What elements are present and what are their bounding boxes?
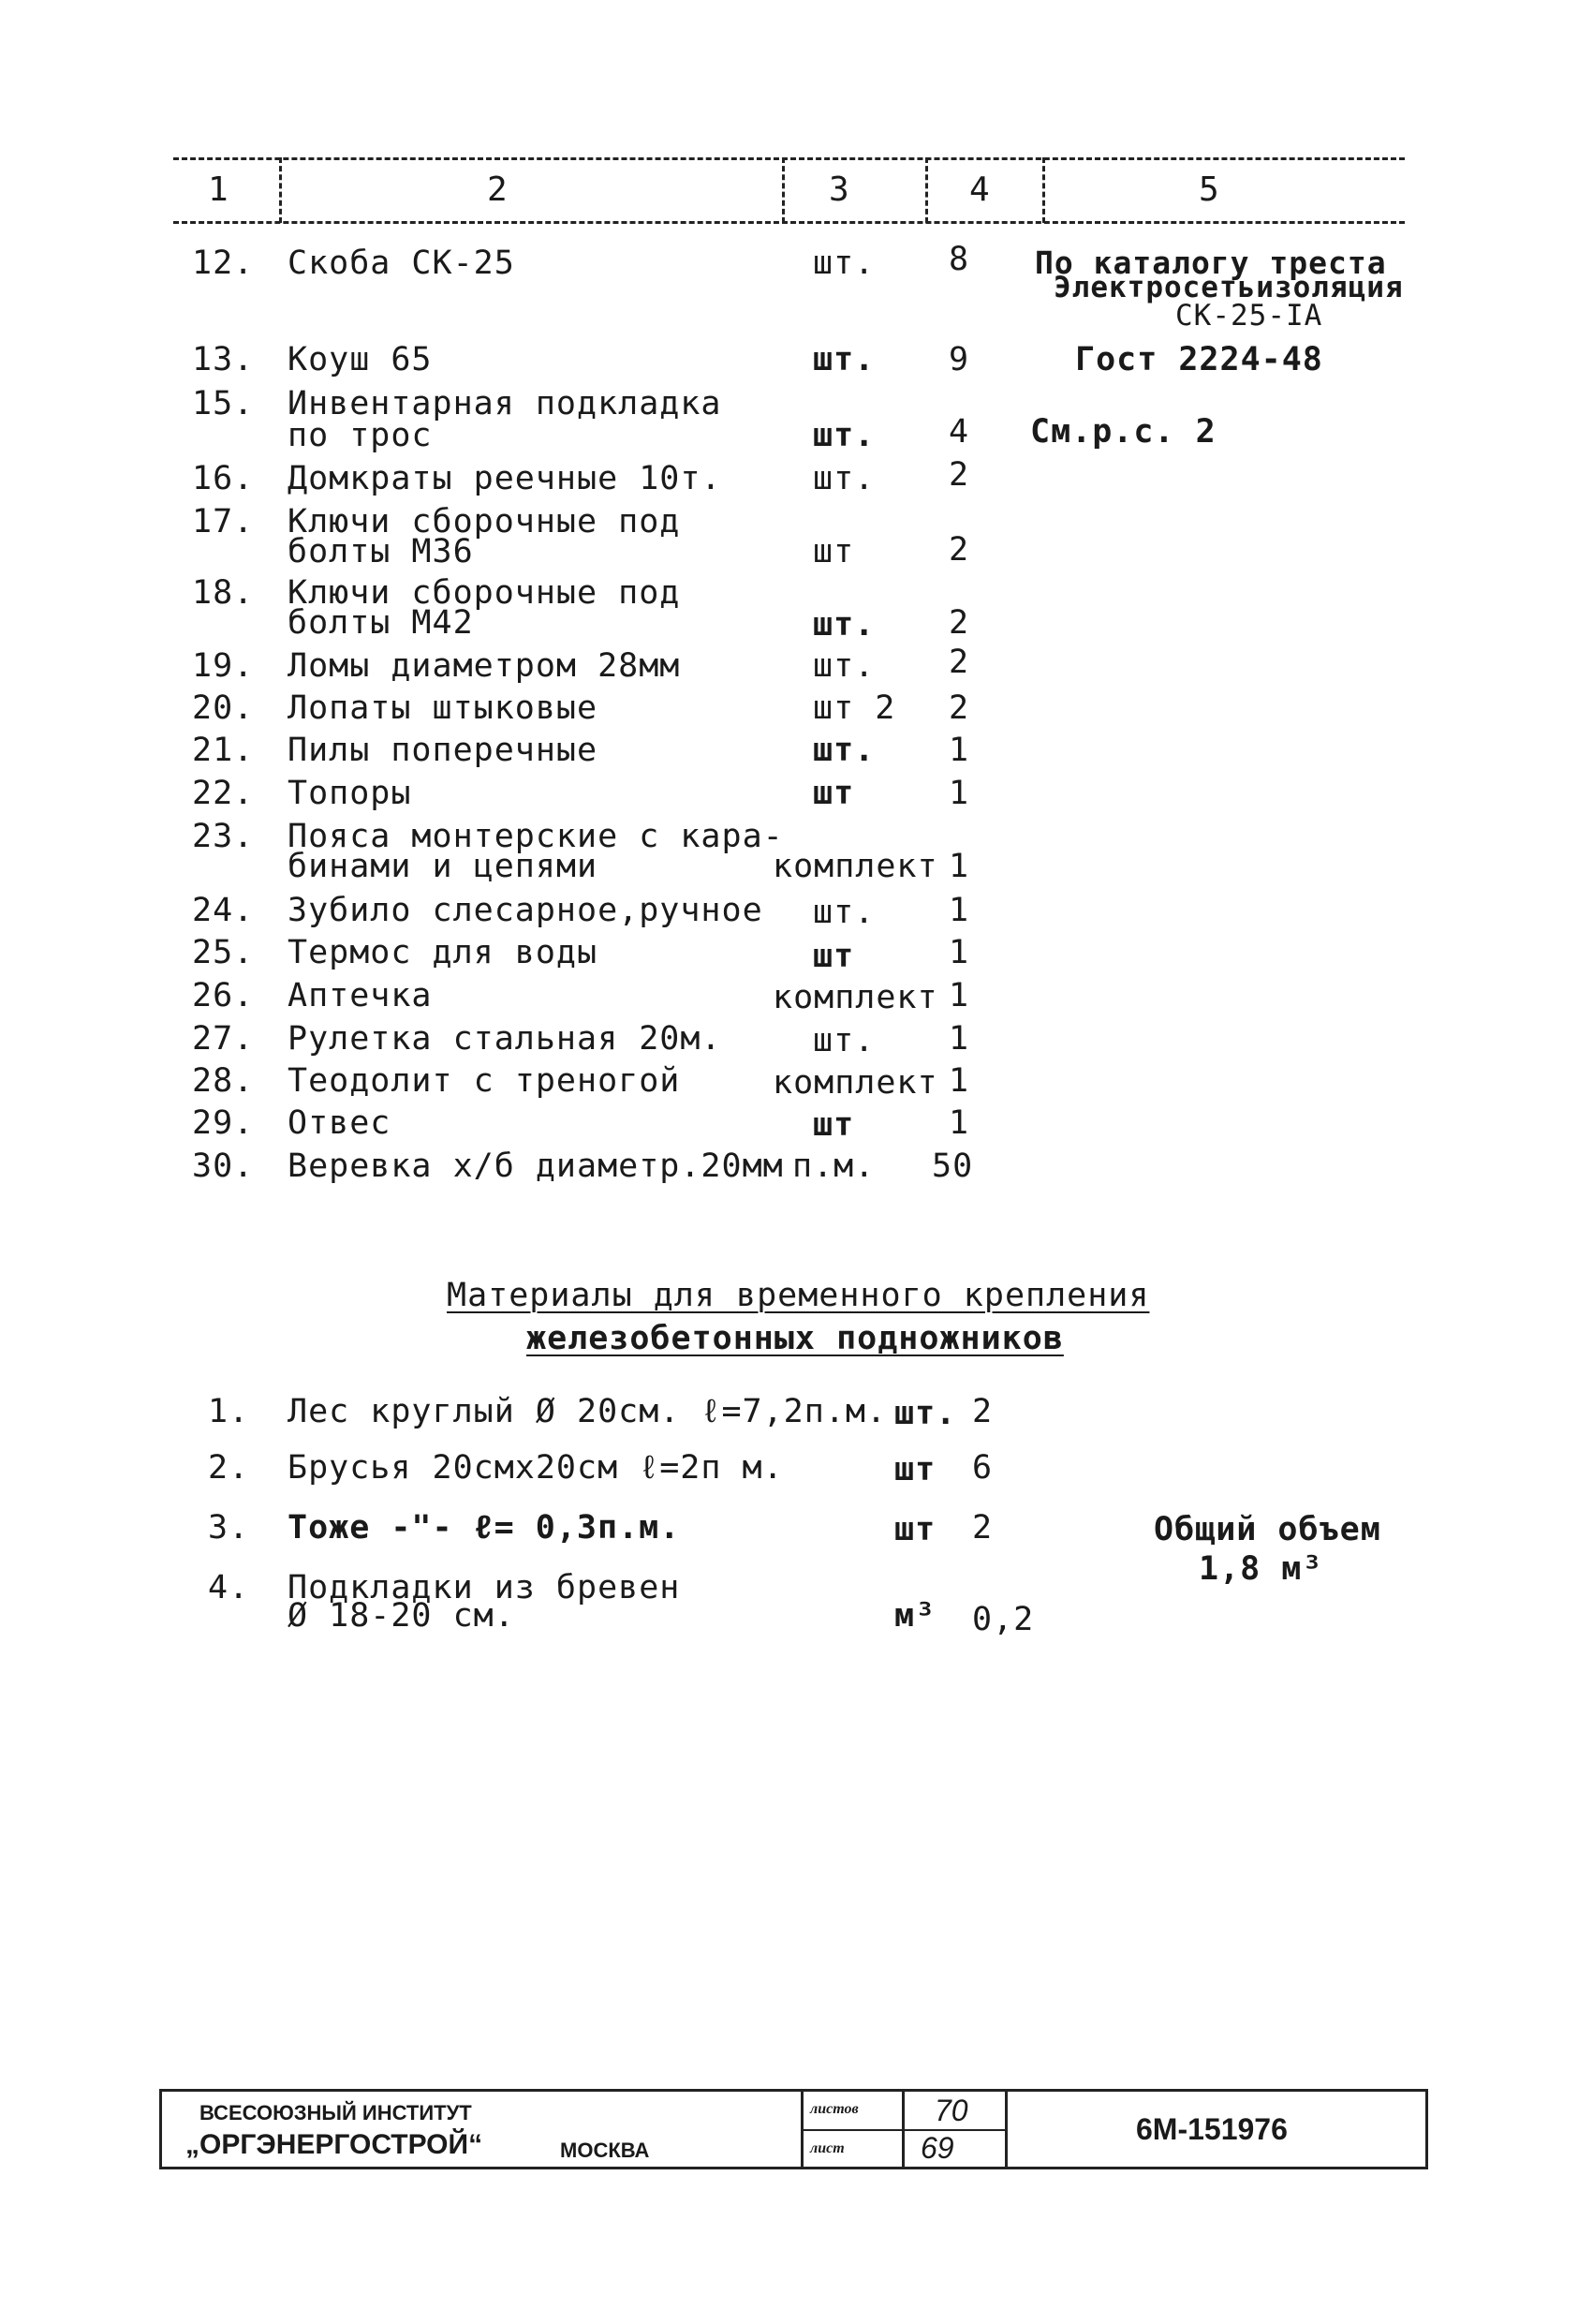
section-title: Материалы для временного крепления xyxy=(447,1277,1150,1314)
material-qty: 0,2 xyxy=(972,1601,1035,1638)
total-volume-label: Общий объем xyxy=(1154,1511,1381,1548)
row-qty: 8 xyxy=(949,241,970,278)
stamp-sheet-label: лист xyxy=(810,2140,845,2156)
row-qty: 1 xyxy=(949,1104,970,1142)
row-unit: шт. xyxy=(813,894,876,931)
row-number: 26. xyxy=(192,977,255,1014)
row-unit: шт. xyxy=(813,1022,876,1059)
material-number: 3. xyxy=(208,1509,250,1547)
row-unit: шт. xyxy=(813,244,876,282)
stamp-org-line1: ВСЕСОЮЗНЫЙ ИНСТИТУТ xyxy=(199,2101,472,2124)
row-number: 24. xyxy=(192,892,255,929)
material-name: Подкладки из бревен xyxy=(288,1569,681,1606)
row-qty: 2 xyxy=(949,531,970,569)
row-unit: п.м. xyxy=(792,1147,876,1185)
row-unit: шт xyxy=(813,1106,855,1144)
row-qty: 1 xyxy=(949,848,970,885)
stamp-sheets-label: листов xyxy=(810,2101,859,2117)
row-name: Термос для воды xyxy=(288,934,598,971)
stamp-org-line2: „ОРГЭНЕРГОСТРОЙ“ xyxy=(185,2129,483,2160)
row-name: Ключи сборочные под xyxy=(288,574,681,612)
row-name: Пилы поперечные xyxy=(288,732,598,769)
row-qty: 1 xyxy=(949,977,970,1014)
row-name: Скоба СК-25 xyxy=(288,244,515,282)
row-number: 15. xyxy=(192,385,255,422)
title-block xyxy=(159,2089,1428,2169)
row-unit: шт. xyxy=(813,606,876,644)
row-unit: шт. xyxy=(813,460,876,497)
row-number: 25. xyxy=(192,934,255,971)
material-unit: шт xyxy=(894,1511,937,1548)
row-name: Теодолит с треногой xyxy=(288,1062,681,1100)
header-top-rule xyxy=(173,157,1405,160)
material-name: Лес круглый Ø 20см. ℓ=7,2п.м. xyxy=(288,1393,888,1430)
section-subtitle: железобетонных подножников xyxy=(526,1320,1064,1357)
row-name: Домкраты реечные 10т. xyxy=(288,460,722,497)
row-name-cont: болты М36 xyxy=(288,533,474,570)
row-number: 21. xyxy=(192,732,255,769)
row-qty: 50 xyxy=(932,1147,974,1185)
material-name: Брусья 20смх20см ℓ=2п м. xyxy=(288,1449,784,1487)
row-qty: 9 xyxy=(949,341,970,378)
material-name: Тоже -"- ℓ= 0,3п.м. xyxy=(288,1509,681,1547)
row-name: Коуш 65 xyxy=(288,341,433,378)
stamp-sheet-value: 69 xyxy=(921,2131,954,2165)
total-volume-value: 1,8 м³ xyxy=(1199,1550,1323,1588)
row-unit: комплект xyxy=(773,979,938,1016)
header-divider xyxy=(782,157,785,223)
row-number: 28. xyxy=(192,1062,255,1100)
header-bottom-rule xyxy=(173,221,1405,224)
row-unit: шт 2 xyxy=(813,689,896,727)
row-qty: 1 xyxy=(949,1020,970,1058)
row-name: Инвентарная подкладка xyxy=(288,385,722,422)
row-unit: шт. xyxy=(813,417,876,454)
row-qty: 1 xyxy=(949,892,970,929)
material-number: 1. xyxy=(208,1393,250,1430)
row-qty: 4 xyxy=(949,413,970,451)
material-unit: шт. xyxy=(894,1395,957,1432)
row-number: 22. xyxy=(192,775,255,812)
column-header-4: 4 xyxy=(969,170,990,209)
row-qty: 1 xyxy=(949,1062,970,1100)
column-header-3: 3 xyxy=(829,170,849,209)
stamp-divider xyxy=(1005,2092,1008,2167)
row-qty: 2 xyxy=(949,604,970,642)
row-name: Лопаты штыковые xyxy=(288,689,598,727)
header-divider xyxy=(279,157,282,223)
material-number: 4. xyxy=(208,1569,250,1606)
row-qty: 2 xyxy=(949,456,970,494)
material-qty: 6 xyxy=(972,1449,994,1487)
material-name-cont: Ø 18-20 см. xyxy=(288,1597,515,1635)
stamp-document-code: 6М-151976 xyxy=(1136,2112,1288,2146)
row-name: Рулетка стальная 20м. xyxy=(288,1020,722,1058)
row-qty: 2 xyxy=(949,689,970,727)
row-qty: 1 xyxy=(949,775,970,812)
row-number: 17. xyxy=(192,503,255,540)
row-name-cont: по трос xyxy=(288,417,433,454)
row-unit: шт xyxy=(813,938,855,975)
material-qty: 2 xyxy=(972,1393,994,1430)
row-number: 12. xyxy=(192,244,255,282)
row-name: Ломы диаметром 28мм xyxy=(288,647,681,685)
row-unit: комплект xyxy=(773,1064,938,1102)
header-divider xyxy=(925,157,928,223)
row-unit: шт. xyxy=(813,732,876,769)
material-unit: м³ xyxy=(894,1597,937,1635)
row-note: СК-25-IА xyxy=(1175,299,1323,333)
header-divider xyxy=(1042,157,1045,223)
row-unit: шт xyxy=(813,775,855,812)
column-header-1: 1 xyxy=(208,170,229,209)
row-unit: шт. xyxy=(813,341,876,378)
row-name-cont: болты М42 xyxy=(288,604,474,642)
material-qty: 2 xyxy=(972,1509,994,1547)
row-name: Пояса монтерские с кара- xyxy=(288,818,784,855)
row-number: 13. xyxy=(192,341,255,378)
row-name: Аптечка xyxy=(288,977,433,1014)
row-note: По каталогу треста xyxy=(1035,244,1387,281)
stamp-row-divider xyxy=(801,2129,1005,2131)
column-header-5: 5 xyxy=(1199,170,1219,209)
row-number: 30. xyxy=(192,1147,255,1185)
row-unit: шт xyxy=(813,533,855,570)
row-note: Гост 2224-48 xyxy=(1075,341,1323,378)
row-name: Зубило слесарное,ручное xyxy=(288,892,763,929)
stamp-city: МОСКВА xyxy=(560,2139,650,2162)
row-note: Электросетьизоляция xyxy=(1054,271,1404,304)
row-name: Отвес xyxy=(288,1104,391,1142)
row-number: 18. xyxy=(192,574,255,612)
row-unit: шт. xyxy=(813,647,876,685)
row-number: 20. xyxy=(192,689,255,727)
row-number: 27. xyxy=(192,1020,255,1058)
material-number: 2. xyxy=(208,1449,250,1487)
material-unit: шт xyxy=(894,1451,937,1488)
row-name: Топоры xyxy=(288,775,412,812)
row-unit: комплект xyxy=(773,848,938,885)
row-name: Веревка х/б диаметр.20мм xyxy=(288,1147,784,1185)
row-qty: 1 xyxy=(949,732,970,769)
row-qty: 1 xyxy=(949,934,970,971)
row-name: Ключи сборочные под xyxy=(288,503,681,540)
row-number: 16. xyxy=(192,460,255,497)
row-number: 23. xyxy=(192,818,255,855)
column-header-2: 2 xyxy=(487,170,508,209)
row-qty: 2 xyxy=(949,644,970,681)
row-number: 29. xyxy=(192,1104,255,1142)
row-number: 19. xyxy=(192,647,255,685)
row-name-cont: бинами и цепями xyxy=(288,848,598,885)
stamp-sheets-value: 70 xyxy=(935,2094,968,2127)
row-note: См.р.с. 2 xyxy=(1030,413,1217,451)
